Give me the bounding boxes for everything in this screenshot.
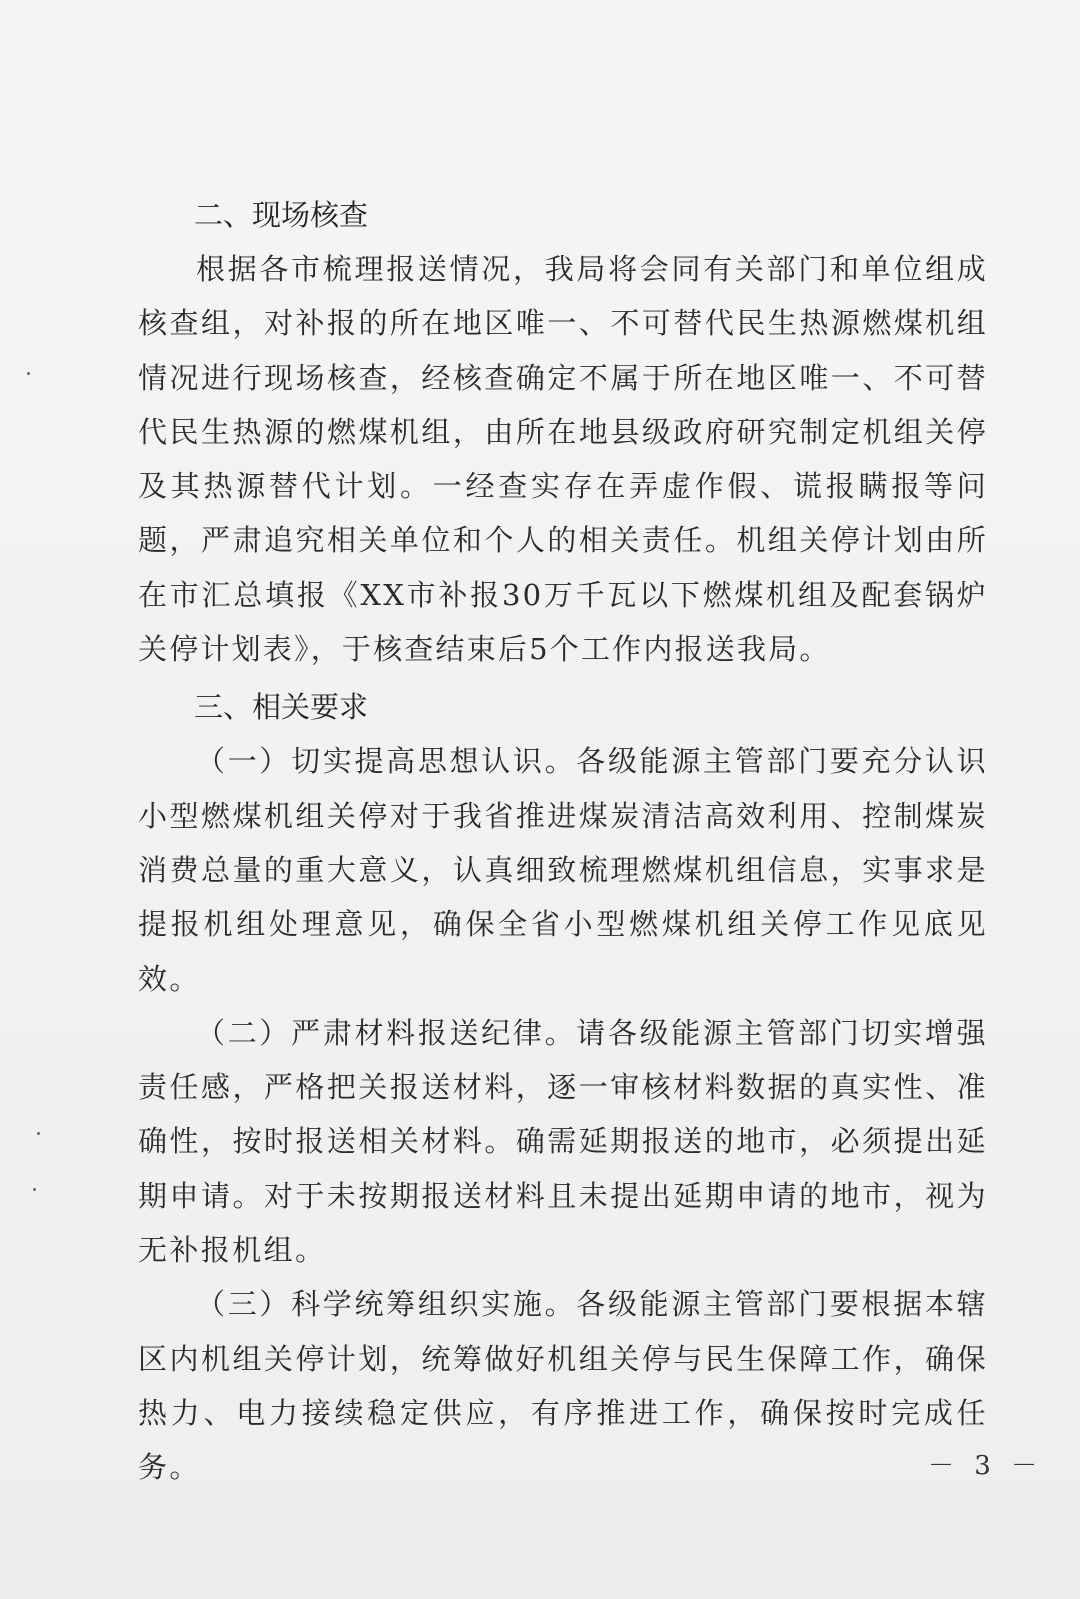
requirement-item-1: （一）切实提高思想认识。各级能源主管部门要充分认识小型燃煤机组关停对于我省推进煤炭清洁高效利用、控制煤炭消费总量的重大意义，认真细致梳理燃煤机组信息，实事求是提报机组处理意见，确保全省小型燃煤机组关停工作见底见效。 [138, 744, 988, 996]
scan-speck [27, 372, 30, 375]
section-paragraph-onsite-inspection: 根据各市梳理报送情况，我局将会同有关部门和单位组成核查组，对补报的所在地区唯一、不可替代民生热源燃煤机组情况进行现场核查，经核查确定不属于所在地区唯一、不可替代民生热源的燃煤机组，由所在地县级政府研究制定机组关停及其热源替代计划。一经查实存在弄虚作假、谎报瞒报等问题，严肃追究相关单位和个人的相关责任。机组关停计划由所在市汇总填报《XX市补报30万千瓦以下燃煤机组及配套锅炉关停计划表》，于核查结束后5个工作内报送我局。 [138, 252, 988, 667]
page-number: － 3 － [928, 1451, 1044, 1481]
requirement-item-3: （三）科学统筹组织实施。各级能源主管部门要根据本辖区内机组关停计划，统筹做好机组关停与民生保障工作，确保热力、电力接续稳定供应，有序推进工作，确保按时完成任务。 [138, 1287, 988, 1485]
document-body [138, 188, 988, 1495]
section-heading-requirements: 三、相关要求 [194, 690, 369, 725]
section-heading-onsite-inspection: 二、现场核查 [194, 198, 369, 232]
requirement-item-2: （二）严肃材料报送纪律。请各级能源主管部门切实增强责任感，严格把关报送材料，逐一审核材料数据的真实性、准确性，按时报送相关材料。确需延期报送的地市，必须提出延期申请。对于未按期报送材料且未提出延期申请的地市，视为无补报机组。 [138, 1015, 988, 1268]
scan-speck [37, 1132, 40, 1135]
scan-speck [33, 1188, 36, 1191]
